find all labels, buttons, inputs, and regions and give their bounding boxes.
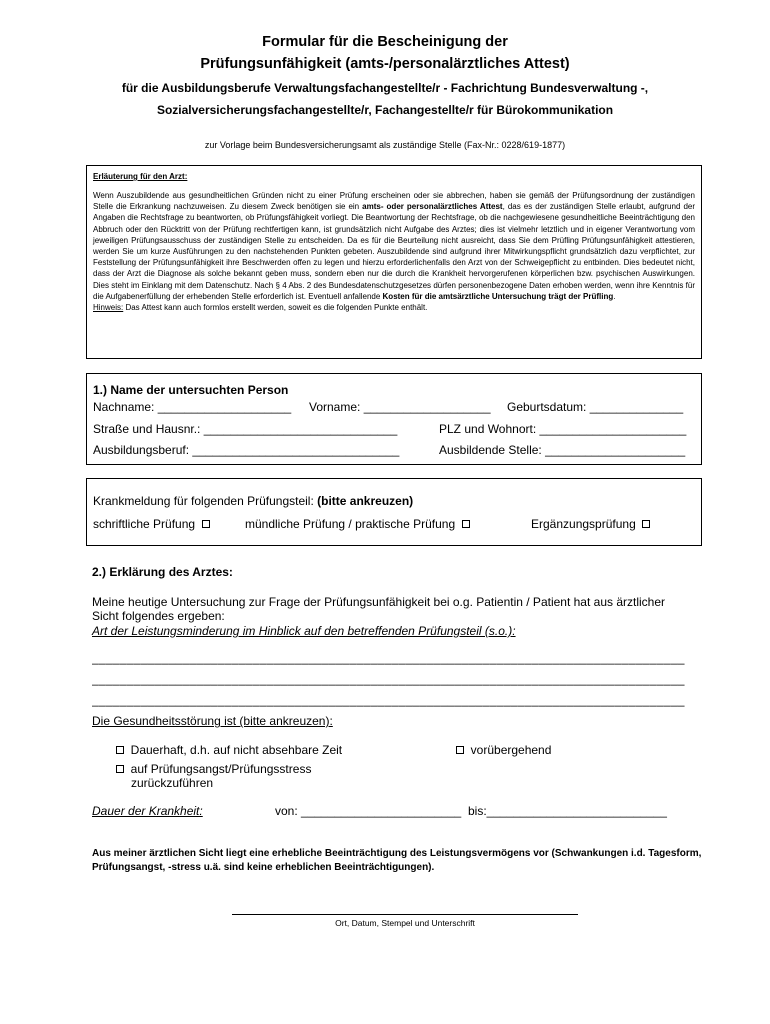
impairment-line-2[interactable]: _____________________________________________________________________________________ bbox=[92, 672, 685, 686]
hint-text: Das Attest kann auch formlos erstellt werden, soweit es die folgenden Punkte enthält. bbox=[123, 303, 428, 313]
option-supplementary-exam[interactable]: Ergänzungsprüfung bbox=[531, 517, 650, 531]
submission-note: zur Vorlage beim Bundesversicherungsamt als zuständige Stelle (Fax-Nr.: 0228/619-1877) bbox=[204, 140, 566, 150]
option-exam-anxiety[interactable]: auf Prüfungsangst/Prüfungsstress zurückzuführen bbox=[116, 762, 311, 790]
lastname-field[interactable]: Nachname: ____________________ bbox=[93, 400, 292, 414]
form-subtitle-line2: Sozialversicherungsfachangestellte/r, Fachangestellte/r für Bürokommunikation bbox=[156, 103, 614, 117]
exam-part-prompt: Krankmeldung für folgenden Prüfungsteil: (bitte ankreuzen) bbox=[93, 494, 414, 508]
written-exam-checkbox[interactable] bbox=[202, 520, 210, 528]
conclusion-statement: Aus meiner ärztlichen Sicht liegt eine erhebliche Beeinträchtigung des Leistungsvermögens vor (Schwankungen i.d. Tagesform, Prüfungsangst, -stress u.ä. sind keine erheblichen Beeinträchtigungen). bbox=[92, 848, 702, 873]
training-org-field[interactable]: Ausbildende Stelle: _____________________ bbox=[439, 443, 686, 457]
duration-from-field[interactable]: von: ________________________ bbox=[275, 804, 462, 818]
section2-heading: 2.) Erklärung des Arztes: bbox=[92, 565, 233, 579]
explanation-heading: Erläuterung für den Arzt: bbox=[93, 172, 188, 181]
firstname-field[interactable]: Vorname: ___________________ bbox=[309, 400, 491, 414]
supplementary-exam-checkbox[interactable] bbox=[642, 520, 650, 528]
disorder-label: Die Gesundheitsstörung ist (bitte ankreuzen): bbox=[92, 714, 333, 728]
option-oral-practical-exam[interactable]: mündliche Prüfung / praktische Prüfung bbox=[245, 517, 470, 531]
hint-label: Hinweis: bbox=[93, 303, 124, 313]
duration-label: Dauer der Krankheit: bbox=[92, 804, 203, 818]
temporary-checkbox[interactable] bbox=[456, 746, 464, 754]
street-field[interactable]: Straße und Hausnr.: _____________________________ bbox=[93, 422, 398, 436]
option-written-exam[interactable]: schriftliche Prüfung bbox=[93, 517, 210, 531]
oral-exam-checkbox[interactable] bbox=[462, 520, 470, 528]
form-title-line2: Prüfungsunfähigkeit (amts-/personalärztliches Attest) bbox=[200, 56, 570, 72]
explanation-box bbox=[86, 165, 702, 359]
form-subtitle-line1: für die Ausbildungsberufe Verwaltungsfachangestellte/r - Fachrichtung Bundesverwaltung -, bbox=[121, 81, 649, 95]
exam-anxiety-checkbox[interactable] bbox=[116, 765, 124, 773]
impairment-label: Art der Leistungsminderung im Hinblick auf den betreffenden Prüfungsteil (s.o.): bbox=[92, 624, 516, 638]
birthdate-field[interactable]: Geburtsdatum: ______________ bbox=[507, 400, 684, 414]
person-section bbox=[86, 373, 702, 465]
explanation-text: Wenn Auszubildende aus gesundheitlichen Gründen nicht zu einer Prüfung erscheinen oder sie abbrechen, haben sie gemäß der Prüfungsordnung der zuständigen Stelle die Erkrankung nachzuweisen. Zu diesem Zweck benötigen sie ein amts- oder personalärztliches Attest, das es der zuständigen Stelle erlaubt, aufgrund der Angaben die Rechtsfrage zu beantworten, ob Prüfungsfähigkeit vorliegt. Die Beantwortung der Rechtsfrage, ob die nachgewiesene gesundheitliche Beeinträchtigung den Abbruch oder den Rücktritt von der Prüfung rechtfertigen kann, ist grundsätzlich nicht Aufgabe des Arztes; dies ist vielmehr letztlich und in eigener Verantwortung vom jeweiligen Prüfungsausschuss der zuständigen Stelle zu entscheiden. Da es für die Beurteilung nicht ausreicht, dass Sie dem Prüfling Prüfungsunfähigkeit attestieren, werden Sie um kurze Ausführungen zu den nachstehenden Punkten gebeten. Auszubildende sind aufgrund ihrer Mitwirkungspflicht grundsätzlich dazu verpflichtet, zur Feststellung der Prüfungsunfähigkeit ihre Beschwerden offen zu legen und hierzu erforderlichenfalls den Arzt von der Schweigepflicht zu entbinden. Dies bedeutet nicht, dass der Arzt die Diagnose als solche bekannt geben muss, sondern eben nur die durch die Krankheit hervorgerufenen körperlichen bzw. psychischen Auswirkungen. Dies steht im Einklang mit dem Datenschutz. Nach § 4 Abs. 2 des Bundesdatenschutzgesetzes dürfen personenbezogene Daten erhoben werden, wenn ihre Kenntnis für die Aufgabenerfüllung der erhebenden Stelle erforderlich ist. Eventuell anfallende Kosten für die amtsärztliche Untersuchung trägt der Prüfling. Hinweis: Das Attest kann auch formlos erstellt werden, soweit es die folgenden Punkte enthält. bbox=[93, 191, 696, 313]
zip-city-field[interactable]: PLZ und Wohnort: ______________________ bbox=[439, 422, 687, 436]
doctor-statement-line1: Meine heutige Untersuchung zur Frage der Prüfungsunfähigkeit bei o.g. Patientin / Patient hat aus ärztlicher bbox=[92, 595, 666, 609]
option-temporary[interactable]: vorübergehend bbox=[456, 743, 551, 757]
signature-label: Ort, Datum, Stempel und Unterschrift bbox=[335, 918, 475, 928]
exam-part-section bbox=[86, 478, 702, 546]
option-permanent[interactable]: Dauerhaft, d.h. auf nicht absehbare Zeit bbox=[116, 743, 342, 757]
permanent-checkbox[interactable] bbox=[116, 746, 124, 754]
form-title-line1: Formular für die Bescheinigung der bbox=[262, 34, 508, 50]
profession-field[interactable]: Ausbildungsberuf: _______________________________ bbox=[93, 443, 400, 457]
doctor-statement-line2: Sicht folgendes ergeben: bbox=[92, 609, 225, 623]
impairment-line-1[interactable]: _____________________________________________________________________________________ bbox=[92, 651, 685, 665]
section1-heading: 1.) Name der untersuchten Person bbox=[93, 383, 289, 397]
impairment-line-3[interactable]: _____________________________________________________________________________________ bbox=[92, 693, 685, 707]
duration-to-field[interactable]: bis:___________________________ bbox=[468, 804, 667, 818]
signature-line[interactable] bbox=[232, 914, 578, 915]
